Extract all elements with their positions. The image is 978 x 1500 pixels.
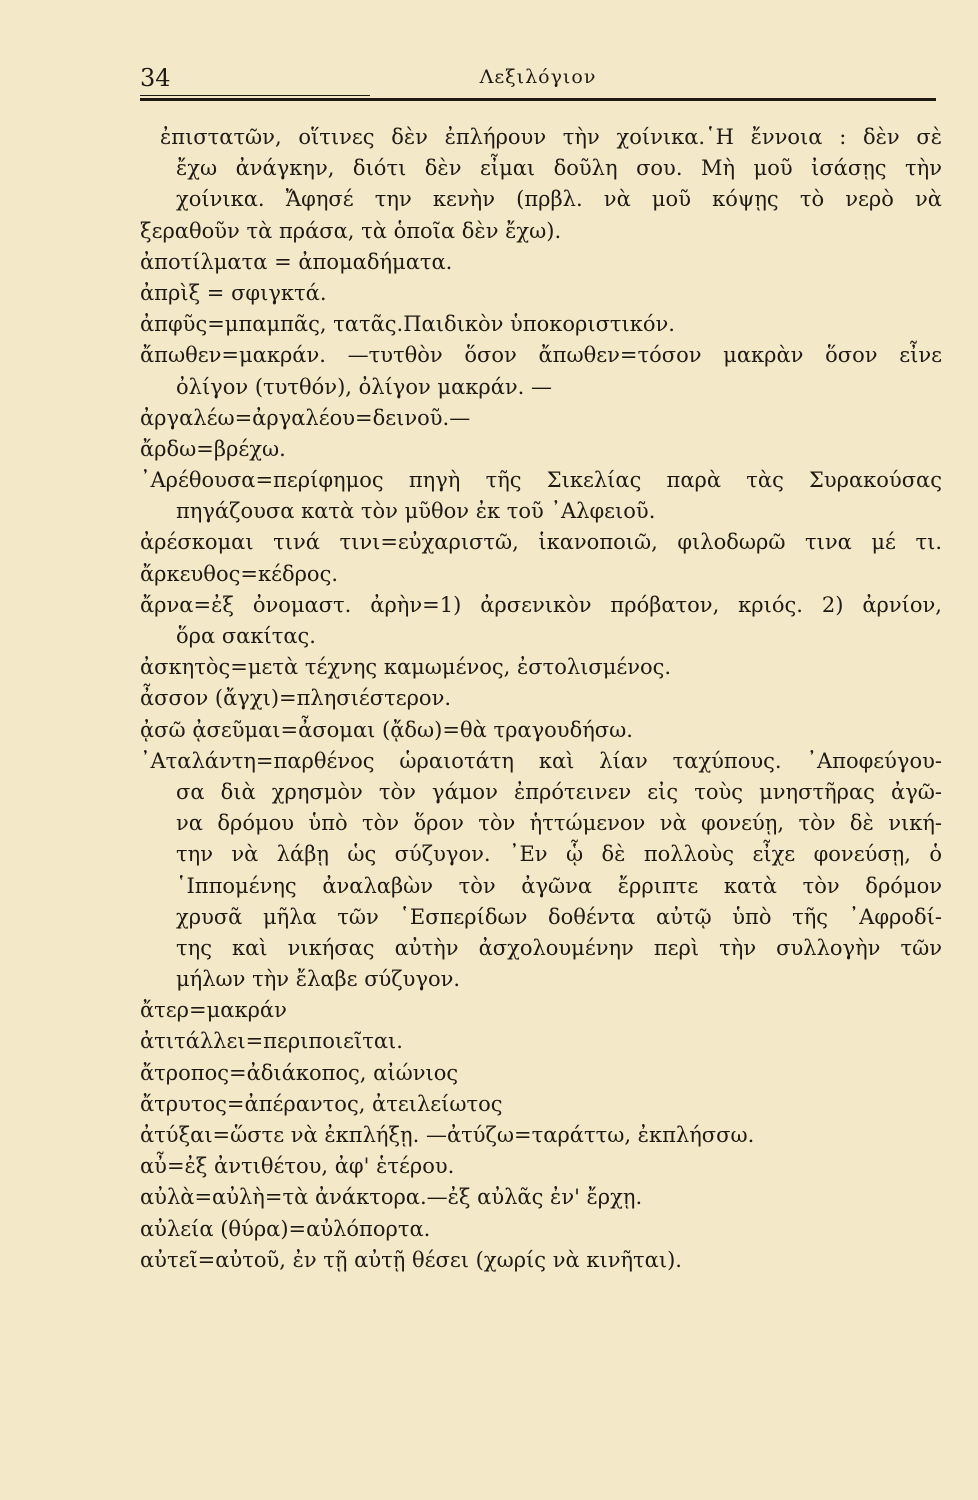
glossary-entry: ἄρνα=ἐξ ὀνομαστ. ἀρὴν=1) ἀρσενικὸν πρόβατον, κριός. 2) ἀρνίον, bbox=[140, 592, 942, 617]
text-line: ῾Ιππομένης ἀναλαβὼν τὸν ἀγῶνα ἔρριπτε κατὰ τὸν δρόμον bbox=[176, 873, 942, 898]
glossary-entry: ἄρκευθος=κέδρος. bbox=[140, 561, 339, 586]
header-rule-thin bbox=[140, 95, 370, 96]
glossary-text bbox=[0, 122, 978, 1276]
text-line: της καὶ νικήσας αὐτὴν ἀσχολουμένην περὶ τὴν συλλογὴν τῶν bbox=[176, 935, 942, 960]
glossary-entry: ᾀσῶ ᾀσεῦμαι=ἆσομαι (ᾄδω)=θὰ τραγουδήσω. bbox=[140, 717, 633, 742]
text-line: ἐπιστατῶν, οἵτινες δὲν ἐπλήρουν τὴν χοίνικα.῾Η ἔννοια : δὲν σὲ bbox=[160, 125, 942, 149]
glossary-entry: ἆσσον (ἄγχι)=πλησιέστερον. bbox=[140, 686, 452, 711]
glossary-entry: ἄρδω=βρέχω. bbox=[140, 436, 286, 461]
header-rule bbox=[140, 98, 936, 101]
text-line: να δρόμου ὑπὸ τὸν ὅρον τὸν ἡττώμενον νὰ φονεύῃ, τὸν δὲ νική- bbox=[176, 811, 942, 836]
glossary-entry: ἀποτίλματα = ἀπομαδήματα. bbox=[140, 249, 453, 274]
text-line: χοίνικα. Ἄφησέ την κενὴν (πρβλ. νὰ μοῦ κόψῃς τὸ νερὸ νὰ bbox=[176, 187, 942, 212]
page-header bbox=[140, 60, 936, 100]
glossary-entry: ἄτροπος=ἀδιάκοπος, αἰώνιος bbox=[140, 1060, 459, 1085]
text-line: ὀλίγον (τυτθόν), ὀλίγον μακράν. — bbox=[176, 374, 553, 399]
glossary-entry: ἀτύξαι=ὥστε νὰ ἐκπλήξῃ. —ἀτύζω=ταράττω, ἐκπλήσσω. bbox=[140, 1123, 755, 1147]
glossary-entry: ᾿Αταλάντη=παρθένος ὡραιοτάτη καὶ λίαν ταχύπους. ᾿Αποφεύγου- bbox=[140, 748, 942, 773]
text-line: πηγάζουσα κατὰ τὸν μῦθον ἐκ τοῦ ᾿Αλφειοῦ. bbox=[176, 499, 656, 524]
text-line: μήλων τὴν ἔλαβε σύζυγον. bbox=[176, 967, 461, 992]
text-line: ξεραθοῦν τὰ πράσα, τὰ ὁποῖα δὲν ἔχω). bbox=[140, 218, 562, 243]
text-line: ἔχω ἀνάγκην, διότι δὲν εἶμαι δοῦλη σου. Μὴ μοῦ ἰσάσῃς τὴν bbox=[176, 156, 942, 181]
page-number: 34 bbox=[140, 64, 171, 92]
glossary-entry: αὖ=ἐξ ἀντιθέτου, ἀφ' ἑτέρου. bbox=[140, 1154, 455, 1179]
glossary-entry: ἀπφῦς=μπαμπᾶς, τατᾶς.Παιδικὸν ὑποκοριστικόν. bbox=[140, 312, 675, 337]
glossary-entry: ἄτερ=μακράν bbox=[140, 998, 287, 1023]
glossary-entry: ἀργαλέω=ἀργαλέου=δεινοῦ.— bbox=[140, 405, 471, 430]
glossary-entry: ἀσκητὸς=μετὰ τέχνης καμωμένος, ἐστολισμένος. bbox=[140, 655, 672, 680]
running-title: Λεξιλόγιον bbox=[479, 66, 597, 88]
glossary-entry: ἀπρὶξ = σφιγκτά. bbox=[140, 280, 327, 305]
text-line: σα διὰ χρησμὸν τὸν γάμον ἐπρότεινεν εἰς τοὺς μνηστῆρας ἀγῶ- bbox=[176, 779, 942, 804]
glossary-entry: ἄτρυτος=ἀπέραντος, ἀτειλείωτος bbox=[140, 1091, 503, 1116]
text-line: ὅρα σακίτας. bbox=[176, 624, 316, 648]
glossary-entry: ἀτιτάλλει=περιποιεῖται. bbox=[140, 1029, 403, 1054]
glossary-entry: ᾿Αρέθουσα=περίφημος πηγὴ τῆς Σικελίας παρὰ τὰς Συρακούσας bbox=[140, 468, 942, 493]
glossary-entry: ἀρέσκομαι τινά τινι=εὐχαριστῶ, ἱκανοποιῶ, φιλοδωρῶ τινα μέ τι. bbox=[140, 530, 942, 555]
glossary-entry: αὐτεῖ=αὐτοῦ, ἐν τῇ αὐτῇ θέσει (χωρίς νὰ κινῆται). bbox=[140, 1247, 682, 1272]
glossary-entry: αὐλὰ=αὐλὴ=τὰ ἀνάκτορα.—ἐξ αὐλᾶς ἐν' ἔρχῃ. bbox=[140, 1185, 643, 1210]
text-line: χρυσᾶ μῆλα τῶν ῾Εσπερίδων δοθέντα αὐτῷ ὑπὸ τῆς ᾿Αφροδί- bbox=[176, 904, 942, 929]
text-line: την νὰ λάβῃ ὡς σύζυγον. ᾿Εν ᾧ δὲ πολλοὺς εἶχε φονεύσῃ, ὁ bbox=[176, 842, 942, 867]
glossary-entry: αὐλεία (θύρα)=αὐλόπορτα. bbox=[140, 1216, 431, 1241]
glossary-entry: ἄπωθεν=μακράν. —τυτθὸν ὅσον ἄπωθεν=τόσον μακρὰν ὅσον εἶνε bbox=[140, 343, 942, 368]
